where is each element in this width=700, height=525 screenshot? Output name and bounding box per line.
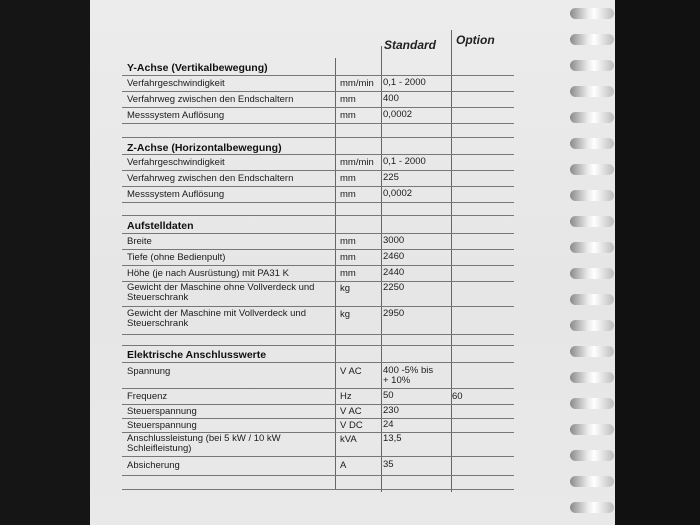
section-title: Y-Achse (Vertikalbewegung) [127,62,268,74]
header-option: Option [456,33,495,47]
table-row: Spannung V AC 400 -5% bis + 10% [127,365,434,386]
table-row: Messsystem Auflösung mm 0,0002 [127,109,413,121]
table-row: Gewicht der Maschine ohne Vollverdeck und Steuerschrank kg 2250 [127,282,405,303]
section-title: Z-Achse (Horizontalbewegung) [127,142,282,154]
background-left [0,0,92,525]
section-title: Aufstelldaten [127,220,194,232]
table-row: Höhe (je nach Ausrüstung) mit PA31 K mm 2440 [127,267,405,279]
table-row: Steuerspannung V AC 230 [127,405,399,417]
table-row: Steuerspannung V DC 24 [127,419,394,431]
table-row: Absicherung A 35 [127,459,394,471]
header-standard: Standard [384,38,437,52]
table-row: Verfahrgeschwindigkeit mm/min 0,1 - 2000 [127,77,426,89]
section-title: Elektrische Anschlusswerte [127,349,267,361]
table-row: Gewicht der Maschine mit Vollverdeck und Steuerschrank kg 2950 [127,308,405,329]
table-row: Verfahrweg zwischen den Endschaltern mm 225 [127,172,399,184]
table-row: Anschlussleistung (bei 5 kW / 10 kW Schleifleistung) kVA 13,5 [127,433,402,454]
document-page [90,0,615,525]
table-row: Tiefe (ohne Bedienpult) mm 2460 [127,251,405,263]
table-row: Messsystem Auflösung mm 0,0002 [127,188,413,200]
table-row: Frequenz Hz 50 60 [127,390,463,402]
table-row: Breite mm 3000 [127,235,405,247]
table-row: Verfahrweg zwischen den Endschaltern mm 400 [127,93,399,105]
table-row: Verfahrgeschwindigkeit mm/min 0,1 - 2000 [127,156,426,168]
background-right [610,0,700,525]
